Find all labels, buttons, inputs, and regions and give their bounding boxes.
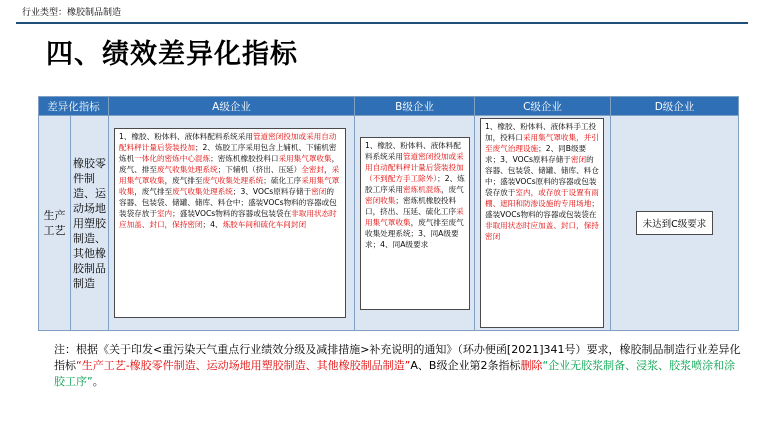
- indicator-table: [38, 96, 739, 331]
- a-level-requirements: [114, 128, 346, 318]
- text-segment: 1、橡胶、粉体料、液体料手工投加，投料口: [485, 122, 597, 142]
- a-level-cell: [109, 116, 355, 331]
- text-segment: 1、橡胶、粉体料、液体料配料系统采用: [365, 141, 461, 161]
- text-segment: 1、橡胶、粉体料、液体料配料系统采用: [119, 132, 253, 141]
- text-segment: ；下辅机（挤出、压延）: [217, 165, 302, 174]
- header-d-level: D级企业: [611, 97, 739, 116]
- industry-type-label: 行业类型：橡胶制品制造: [22, 8, 122, 18]
- page-title: 四、绩效差异化指标: [46, 39, 298, 70]
- text-segment: ，废气: [440, 185, 464, 194]
- subcategory-cell: 橡胶零件制造、运动场地用塑胶制造、其他橡胶制品制造: [71, 116, 109, 331]
- text-segment: ；3、VOCs原料存储于: [232, 187, 312, 196]
- c-level-cell: [475, 116, 611, 331]
- header-b-level: B级企业: [355, 97, 475, 116]
- table-header-row: [39, 97, 739, 116]
- text-segment: ；4、: [202, 220, 223, 229]
- header-indicator: 差异化指标: [39, 97, 109, 116]
- text-segment: 。: [92, 375, 104, 388]
- text-segment: ，废气、排至: [119, 154, 340, 174]
- text-segment: ；2、炼胶工序采用包含上辅机、下辅机密炼机: [119, 143, 337, 163]
- text-segment: 注：根据《关于印发<重污染天气重点行业绩效分级及减排措施>补充说明的通知》（环办便函[2021]341号）要求，橡胶制品制造行业差异化指标: [54, 343, 741, 372]
- text-segment: ；硫化工序: [263, 176, 302, 185]
- header-c-level: C级企业: [475, 97, 611, 116]
- text-segment: 采用集气罩收集: [119, 176, 340, 196]
- text-segment: 密炼机混炼: [402, 185, 441, 194]
- text-segment: 废气收集处理系统: [202, 176, 264, 185]
- text-segment: 采用集气罩收集: [278, 154, 332, 163]
- text-segment: ；密炼机橡胶投料口: [210, 154, 279, 163]
- text-segment: 全密封: [301, 165, 325, 174]
- text-segment: 废气收集处理系统: [172, 187, 233, 196]
- text-segment: 采用集气罩收集: [119, 165, 340, 185]
- text-segment: 密闭收集: [365, 196, 396, 205]
- text-segment: “生产工艺-橡胶零件制造、运动场地用塑胶制造、其他橡胶制品制造”: [76, 359, 411, 372]
- text-segment: ，废气排至: [134, 187, 173, 196]
- text-segment: ；密炼机橡胶投料口，挤出、压延、硫化工序: [365, 196, 457, 216]
- text-segment: 管道密闭投加或采用自动配料秤计量后袋装投加（不到配方手工除外）: [365, 152, 464, 183]
- text-segment: A、B级企业第2条指标: [410, 359, 521, 372]
- text-segment: 废气收集处理系统: [156, 165, 218, 174]
- text-segment: 管道密闭投加或采用自动配料秤计量后袋装投加: [119, 132, 337, 152]
- text-segment: 室内: [156, 209, 173, 218]
- text-segment: 一体化的密炼中心混炼: [134, 154, 211, 163]
- text-segment: ，废气排至: [164, 176, 203, 185]
- c-level-requirements: [480, 118, 604, 328]
- text-segment: ；盛装VOCs物料的容器或包装袋在: [172, 209, 292, 218]
- text-segment: ，: [324, 165, 332, 174]
- text-segment: 删除: [520, 359, 543, 372]
- text-segment: 采用集气罩收集，并引至废气治理设施: [485, 133, 599, 153]
- d-level-cell: [611, 116, 739, 331]
- text-segment: ；2、同B级要求；3、VOCs原料存储于: [485, 144, 587, 164]
- b-level-requirements: [360, 137, 470, 310]
- text-segment: 室内: [515, 188, 531, 197]
- d-level-requirement: 未达到C级要求: [636, 211, 714, 235]
- b-level-cell: [355, 116, 475, 331]
- text-segment: ，废气排至废气收集处理系统；3、同A级要求；4、同A级要求: [365, 218, 464, 249]
- text-segment: 采用集气罩收集: [365, 207, 464, 227]
- text-segment: “企业无胶浆制备、浸浆、胶浆喷涂和涂胶工序”: [54, 359, 736, 388]
- header-a-level: A级企业: [109, 97, 355, 116]
- text-segment: 非取用状态时应加盖、封口，保持密闭: [119, 209, 337, 229]
- table-row: [39, 116, 739, 331]
- category-cell: 生产工艺: [39, 116, 71, 331]
- text-segment: 密闭: [570, 155, 587, 164]
- text-segment: 的容器、包装袋、储罐、储库、料仓中；盛装VOCs物料的容器或包装袋存放于: [119, 187, 337, 218]
- text-segment: ；2、炼胶工序采用: [365, 174, 465, 194]
- text-segment: 非取用状态时应加盖、封口，保持密闭: [485, 221, 599, 241]
- text-segment: 炼胶车间和硫化车间封闭: [222, 220, 307, 229]
- text-segment: 的容器、包装袋、储罐、储库、料仓中；盛装VOCs原料的容器或包装袋存放于: [485, 155, 599, 197]
- text-segment: 密闭: [311, 187, 327, 196]
- header-divider: [16, 22, 748, 24]
- text-segment: ，或存放于设置有雨棚、遮阳和防渗设施的专用场地: [485, 188, 599, 208]
- footnote: [54, 342, 746, 390]
- text-segment: ；盛装VOCs物料的容器或包装袋在: [485, 199, 599, 219]
